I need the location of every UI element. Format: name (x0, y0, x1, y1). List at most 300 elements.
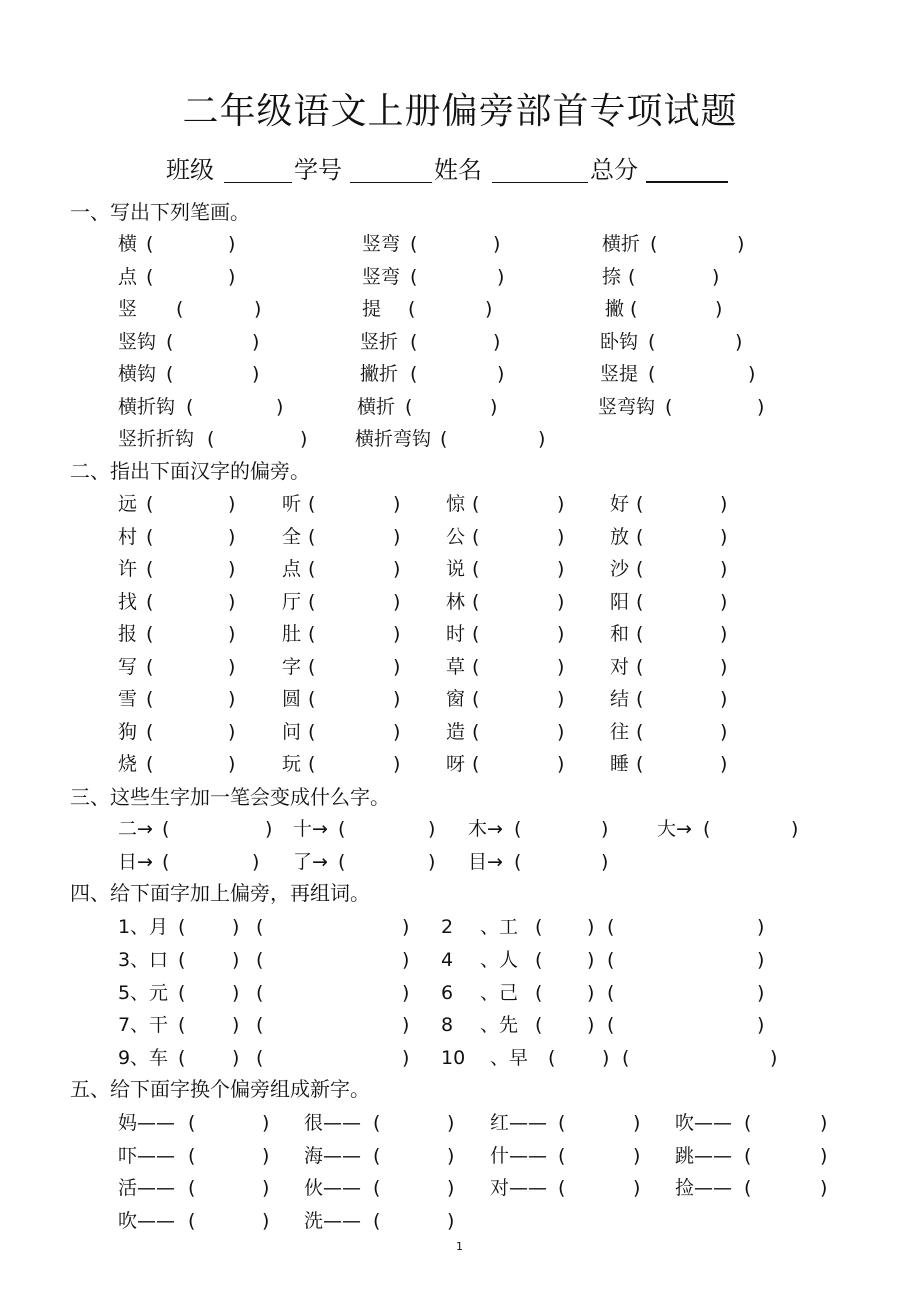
answer-close-paren: ) (262, 1145, 270, 1167)
radical-open-paren: ( (548, 1047, 556, 1069)
answer-open-paren: ( (308, 721, 316, 743)
answer-close-paren: ) (228, 233, 236, 255)
answer-close-paren: ) (228, 753, 236, 775)
answer-open-paren: ( (408, 298, 416, 320)
score-label: 总分 (590, 156, 638, 184)
item-label: 红—— (490, 1112, 548, 1134)
answer-close-paren: ) (252, 331, 260, 353)
answer-open-paren: ( (162, 851, 170, 873)
word-open-paren: ( (256, 916, 264, 938)
answer-open-paren: ( (630, 298, 638, 320)
answer-open-paren: ( (308, 558, 316, 580)
item-label: 阳 (610, 591, 630, 613)
radical-open-paren: ( (178, 949, 186, 971)
answer-close-paren: ) (633, 1145, 641, 1167)
answer-close-paren: ) (228, 721, 236, 743)
answer-close-paren: ) (228, 591, 236, 613)
item-label: 林 (446, 591, 466, 613)
item-label: 对 (610, 656, 630, 678)
item-label: 横 (118, 233, 138, 255)
item-label: 木→ (468, 818, 503, 840)
answer-open-paren: ( (207, 428, 215, 450)
answer-close-paren: ) (393, 688, 401, 710)
word-open-paren: ( (256, 949, 264, 971)
item-label: 玩 (282, 753, 302, 775)
answer-open-paren: ( (472, 526, 480, 548)
word-close-paren: ) (402, 1047, 410, 1069)
answer-open-paren: ( (166, 331, 174, 353)
radical-close-paren: ) (232, 1047, 240, 1069)
item-label: 说 (446, 558, 466, 580)
answer-open-paren: ( (648, 331, 656, 353)
answer-open-paren: ( (472, 558, 480, 580)
section-heading: 一、写出下列笔画。 (70, 200, 250, 224)
radical-close-paren: ) (587, 916, 595, 938)
item-label: 二→ (118, 818, 153, 840)
answer-open-paren: ( (514, 818, 522, 840)
answer-open-paren: ( (308, 656, 316, 678)
item-label: 对—— (490, 1177, 548, 1199)
item-number: 10 (441, 1047, 466, 1069)
item-label: 横折 (602, 233, 641, 255)
item-number: 7 (118, 1014, 131, 1036)
answer-close-paren: ) (720, 753, 728, 775)
answer-open-paren: ( (744, 1177, 752, 1199)
item-char: 、车 (130, 1047, 169, 1069)
answer-open-paren: ( (440, 428, 448, 450)
answer-open-paren: ( (636, 656, 644, 678)
answer-close-paren: ) (720, 721, 728, 743)
answer-close-paren: ) (228, 493, 236, 515)
word-open-paren: ( (256, 1014, 264, 1036)
word-open-paren: ( (607, 1014, 615, 1036)
radical-close-paren: ) (232, 916, 240, 938)
item-label: 跳—— (675, 1145, 733, 1167)
word-close-paren: ) (757, 916, 765, 938)
answer-close-paren: ) (228, 266, 236, 288)
radical-close-paren: ) (232, 949, 240, 971)
item-label: 目→ (468, 851, 503, 873)
word-close-paren: ) (402, 982, 410, 1004)
answer-close-paren: ) (393, 623, 401, 645)
answer-open-paren: ( (146, 721, 154, 743)
item-label: 了→ (293, 851, 328, 873)
name-blank[interactable] (492, 182, 588, 183)
item-label: 吹—— (118, 1210, 176, 1232)
answer-close-paren: ) (633, 1112, 641, 1134)
answer-open-paren: ( (558, 1145, 566, 1167)
answer-open-paren: ( (188, 1145, 196, 1167)
item-label: 听 (282, 493, 302, 515)
answer-open-paren: ( (472, 623, 480, 645)
answer-open-paren: ( (188, 1177, 196, 1199)
student-number-label: 学号 (294, 156, 342, 184)
answer-open-paren: ( (186, 396, 194, 418)
answer-open-paren: ( (338, 818, 346, 840)
answer-close-paren: ) (601, 851, 609, 873)
answer-open-paren: ( (146, 753, 154, 775)
answer-open-paren: ( (636, 558, 644, 580)
answer-close-paren: ) (276, 396, 284, 418)
item-label: 什—— (490, 1145, 548, 1167)
answer-open-paren: ( (308, 526, 316, 548)
answer-open-paren: ( (703, 818, 711, 840)
answer-close-paren: ) (757, 396, 765, 418)
answer-close-paren: ) (720, 558, 728, 580)
name-label: 姓名 (434, 156, 482, 184)
answer-open-paren: ( (636, 753, 644, 775)
answer-open-paren: ( (410, 233, 418, 255)
answer-close-paren: ) (557, 753, 565, 775)
answer-open-paren: ( (650, 233, 658, 255)
item-number: 1 (118, 916, 131, 938)
answer-open-paren: ( (146, 266, 154, 288)
answer-close-paren: ) (720, 591, 728, 613)
answer-close-paren: ) (557, 526, 565, 548)
answer-close-paren: ) (228, 688, 236, 710)
student-number-blank[interactable] (350, 182, 432, 183)
answer-close-paren: ) (447, 1112, 455, 1134)
answer-close-paren: ) (633, 1177, 641, 1199)
word-open-paren: ( (256, 1047, 264, 1069)
answer-close-paren: ) (538, 428, 546, 450)
answer-open-paren: ( (744, 1145, 752, 1167)
answer-close-paren: ) (393, 526, 401, 548)
item-label: 卧钩 (600, 331, 639, 353)
item-label: 问 (282, 721, 302, 743)
word-open-paren: ( (256, 982, 264, 1004)
item-char: 、人 (480, 949, 519, 971)
answer-close-paren: ) (720, 688, 728, 710)
answer-close-paren: ) (820, 1177, 828, 1199)
answer-open-paren: ( (636, 526, 644, 548)
answer-close-paren: ) (393, 656, 401, 678)
radical-close-paren: ) (232, 982, 240, 1004)
item-number: 3 (118, 949, 131, 971)
item-char: 、先 (480, 1014, 519, 1036)
item-label: 草 (446, 656, 466, 678)
word-open-paren: ( (607, 916, 615, 938)
item-label: 点 (282, 558, 302, 580)
answer-close-paren: ) (493, 233, 501, 255)
radical-open-paren: ( (178, 1014, 186, 1036)
answer-open-paren: ( (472, 656, 480, 678)
word-close-paren: ) (402, 949, 410, 971)
answer-close-paren: ) (262, 1177, 270, 1199)
item-char: 、己 (480, 982, 519, 1004)
item-label: 字 (282, 656, 302, 678)
answer-open-paren: ( (338, 851, 346, 873)
page-title: 二年级语文上册偏旁部首专项试题 (182, 91, 738, 132)
answer-open-paren: ( (558, 1112, 566, 1134)
answer-close-paren: ) (228, 558, 236, 580)
item-label: 肚 (282, 623, 302, 645)
item-label: 日→ (118, 851, 153, 873)
section-heading: 三、这些生字加一笔会变成什么字。 (70, 785, 390, 809)
answer-open-paren: ( (373, 1145, 381, 1167)
answer-close-paren: ) (720, 656, 728, 678)
answer-open-paren: ( (308, 623, 316, 645)
word-close-paren: ) (757, 982, 765, 1004)
radical-close-paren: ) (587, 982, 595, 1004)
answer-open-paren: ( (648, 363, 656, 385)
item-label: 好 (610, 493, 630, 515)
answer-open-paren: ( (373, 1112, 381, 1134)
item-label: 大→ (657, 818, 692, 840)
answer-close-paren: ) (262, 1210, 270, 1232)
answer-open-paren: ( (410, 331, 418, 353)
answer-open-paren: ( (188, 1210, 196, 1232)
answer-open-paren: ( (636, 591, 644, 613)
answer-close-paren: ) (252, 363, 260, 385)
item-label: 横折钩 (118, 396, 176, 418)
answer-open-paren: ( (373, 1210, 381, 1232)
answer-close-paren: ) (497, 363, 505, 385)
item-label: 海—— (304, 1145, 362, 1167)
radical-close-paren: ) (232, 1014, 240, 1036)
item-label: 活—— (118, 1177, 176, 1199)
answer-close-paren: ) (557, 558, 565, 580)
item-label: 狗 (118, 721, 138, 743)
answer-open-paren: ( (373, 1177, 381, 1199)
item-label: 吓—— (118, 1145, 176, 1167)
answer-close-paren: ) (820, 1112, 828, 1134)
item-label: 横钩 (118, 363, 157, 385)
item-char: 、月 (130, 916, 169, 938)
answer-close-paren: ) (228, 623, 236, 645)
answer-open-paren: ( (636, 688, 644, 710)
answer-open-paren: ( (665, 396, 673, 418)
class-label: 班级 (166, 156, 214, 184)
item-label: 撇折 (360, 363, 399, 385)
answer-close-paren: ) (557, 656, 565, 678)
answer-open-paren: ( (146, 688, 154, 710)
radical-close-paren: ) (602, 1047, 610, 1069)
answer-open-paren: ( (146, 526, 154, 548)
answer-open-paren: ( (472, 591, 480, 613)
answer-close-paren: ) (447, 1145, 455, 1167)
item-label: 报 (118, 623, 138, 645)
answer-open-paren: ( (472, 721, 480, 743)
answer-open-paren: ( (146, 623, 154, 645)
answer-open-paren: ( (146, 656, 154, 678)
answer-close-paren: ) (557, 721, 565, 743)
answer-close-paren: ) (493, 331, 501, 353)
answer-open-paren: ( (636, 493, 644, 515)
item-label: 提 (362, 298, 382, 320)
word-close-paren: ) (402, 1014, 410, 1036)
answer-close-paren: ) (601, 818, 609, 840)
answer-open-paren: ( (472, 753, 480, 775)
answer-close-paren: ) (490, 396, 498, 418)
item-label: 雪 (118, 688, 138, 710)
answer-open-paren: ( (308, 688, 316, 710)
answer-open-paren: ( (308, 591, 316, 613)
answer-close-paren: ) (393, 493, 401, 515)
answer-open-paren: ( (146, 233, 154, 255)
item-label: 竖钩 (118, 331, 157, 353)
answer-close-paren: ) (447, 1177, 455, 1199)
answer-open-paren: ( (472, 493, 480, 515)
answer-open-paren: ( (472, 688, 480, 710)
answer-close-paren: ) (557, 688, 565, 710)
answer-close-paren: ) (557, 623, 565, 645)
item-label: 睡 (610, 753, 630, 775)
item-label: 伙—— (304, 1177, 362, 1199)
answer-open-paren: ( (514, 851, 522, 873)
section-heading: 五、给下面字换个偏旁组成新字。 (70, 1077, 370, 1101)
item-label: 竖弯钩 (598, 396, 656, 418)
section-heading: 四、给下面字加上偏旁，再组词。 (70, 881, 370, 905)
radical-open-paren: ( (535, 1014, 543, 1036)
item-char: 、工 (480, 916, 519, 938)
answer-open-paren: ( (636, 721, 644, 743)
answer-close-paren: ) (300, 428, 308, 450)
class-blank[interactable] (224, 182, 292, 183)
item-label: 洗—— (304, 1210, 362, 1232)
item-label: 公 (446, 526, 466, 548)
radical-open-paren: ( (178, 916, 186, 938)
item-label: 圆 (282, 688, 302, 710)
answer-open-paren: ( (308, 753, 316, 775)
answer-close-paren: ) (428, 818, 436, 840)
answer-close-paren: ) (262, 1112, 270, 1134)
answer-open-paren: ( (166, 363, 174, 385)
item-label: 竖 (118, 298, 138, 320)
item-label: 撇 (605, 298, 625, 320)
item-number: 5 (118, 982, 131, 1004)
answer-close-paren: ) (791, 818, 799, 840)
word-close-paren: ) (757, 1014, 765, 1036)
answer-close-paren: ) (557, 591, 565, 613)
word-open-paren: ( (607, 949, 615, 971)
answer-close-paren: ) (720, 493, 728, 515)
item-label: 点 (118, 266, 138, 288)
word-close-paren: ) (770, 1047, 778, 1069)
answer-close-paren: ) (720, 623, 728, 645)
answer-close-paren: ) (497, 266, 505, 288)
item-char: 、干 (130, 1014, 169, 1036)
answer-close-paren: ) (393, 591, 401, 613)
answer-open-paren: ( (405, 396, 413, 418)
answer-close-paren: ) (748, 363, 756, 385)
radical-open-paren: ( (535, 949, 543, 971)
item-label: 吹—— (675, 1112, 733, 1134)
item-label: 竖折折钩 (118, 428, 195, 450)
answer-open-paren: ( (188, 1112, 196, 1134)
answer-close-paren: ) (228, 526, 236, 548)
section-heading: 二、指出下面汉字的偏旁。 (70, 459, 310, 483)
item-label: 厅 (282, 591, 302, 613)
answer-close-paren: ) (393, 753, 401, 775)
item-label: 横折 (357, 396, 396, 418)
answer-close-paren: ) (428, 851, 436, 873)
item-label: 烧 (118, 753, 138, 775)
item-label: 许 (118, 558, 138, 580)
item-label: 放 (610, 526, 630, 548)
item-label: 捺 (602, 266, 622, 288)
answer-close-paren: ) (715, 298, 723, 320)
item-char: 、早 (490, 1047, 529, 1069)
answer-open-paren: ( (146, 558, 154, 580)
item-label: 捡—— (675, 1177, 733, 1199)
word-close-paren: ) (757, 949, 765, 971)
word-open-paren: ( (607, 982, 615, 1004)
item-label: 写 (118, 656, 138, 678)
item-number: 9 (118, 1047, 131, 1069)
item-label: 惊 (446, 493, 466, 515)
item-label: 结 (610, 688, 630, 710)
radical-close-paren: ) (587, 949, 595, 971)
item-label: 远 (118, 493, 138, 515)
answer-open-paren: ( (410, 266, 418, 288)
answer-close-paren: ) (254, 298, 262, 320)
radical-close-paren: ) (587, 1014, 595, 1036)
answer-close-paren: ) (820, 1145, 828, 1167)
item-label: 十→ (293, 818, 328, 840)
answer-close-paren: ) (447, 1210, 455, 1232)
item-label: 沙 (610, 558, 630, 580)
item-number: 4 (441, 949, 454, 971)
item-label: 村 (118, 526, 138, 548)
item-char: 、元 (130, 982, 169, 1004)
answer-open-paren: ( (410, 363, 418, 385)
answer-close-paren: ) (557, 493, 565, 515)
answer-close-paren: ) (228, 656, 236, 678)
answer-open-paren: ( (744, 1112, 752, 1134)
score-blank[interactable] (646, 181, 728, 183)
item-number: 6 (441, 982, 454, 1004)
answer-open-paren: ( (146, 493, 154, 515)
radical-open-paren: ( (178, 982, 186, 1004)
item-label: 找 (118, 591, 138, 613)
item-label: 很—— (304, 1112, 362, 1134)
item-label: 造 (446, 721, 466, 743)
item-label: 横折弯钩 (355, 428, 432, 450)
answer-open-paren: ( (308, 493, 316, 515)
word-open-paren: ( (622, 1047, 630, 1069)
item-label: 呀 (446, 753, 466, 775)
answer-open-paren: ( (636, 623, 644, 645)
answer-open-paren: ( (146, 591, 154, 613)
page-number: 1 (456, 1240, 463, 1253)
item-label: 竖折 (360, 331, 399, 353)
item-label: 竖弯 (362, 233, 401, 255)
item-label: 妈—— (118, 1112, 176, 1134)
answer-close-paren: ) (485, 298, 493, 320)
item-label: 时 (446, 623, 466, 645)
answer-close-paren: ) (265, 818, 273, 840)
answer-close-paren: ) (252, 851, 260, 873)
item-label: 竖提 (600, 363, 639, 385)
radical-open-paren: ( (535, 982, 543, 1004)
item-label: 竖弯 (362, 266, 401, 288)
answer-open-paren: ( (176, 298, 184, 320)
answer-close-paren: ) (393, 721, 401, 743)
answer-close-paren: ) (712, 266, 720, 288)
word-close-paren: ) (402, 916, 410, 938)
item-label: 全 (282, 526, 302, 548)
item-number: 2 (441, 916, 454, 938)
answer-open-paren: ( (558, 1177, 566, 1199)
item-label: 窗 (446, 688, 466, 710)
item-number: 8 (441, 1014, 454, 1036)
answer-close-paren: ) (737, 233, 745, 255)
answer-close-paren: ) (735, 331, 743, 353)
answer-open-paren: ( (628, 266, 636, 288)
item-label: 和 (610, 623, 630, 645)
answer-close-paren: ) (720, 526, 728, 548)
